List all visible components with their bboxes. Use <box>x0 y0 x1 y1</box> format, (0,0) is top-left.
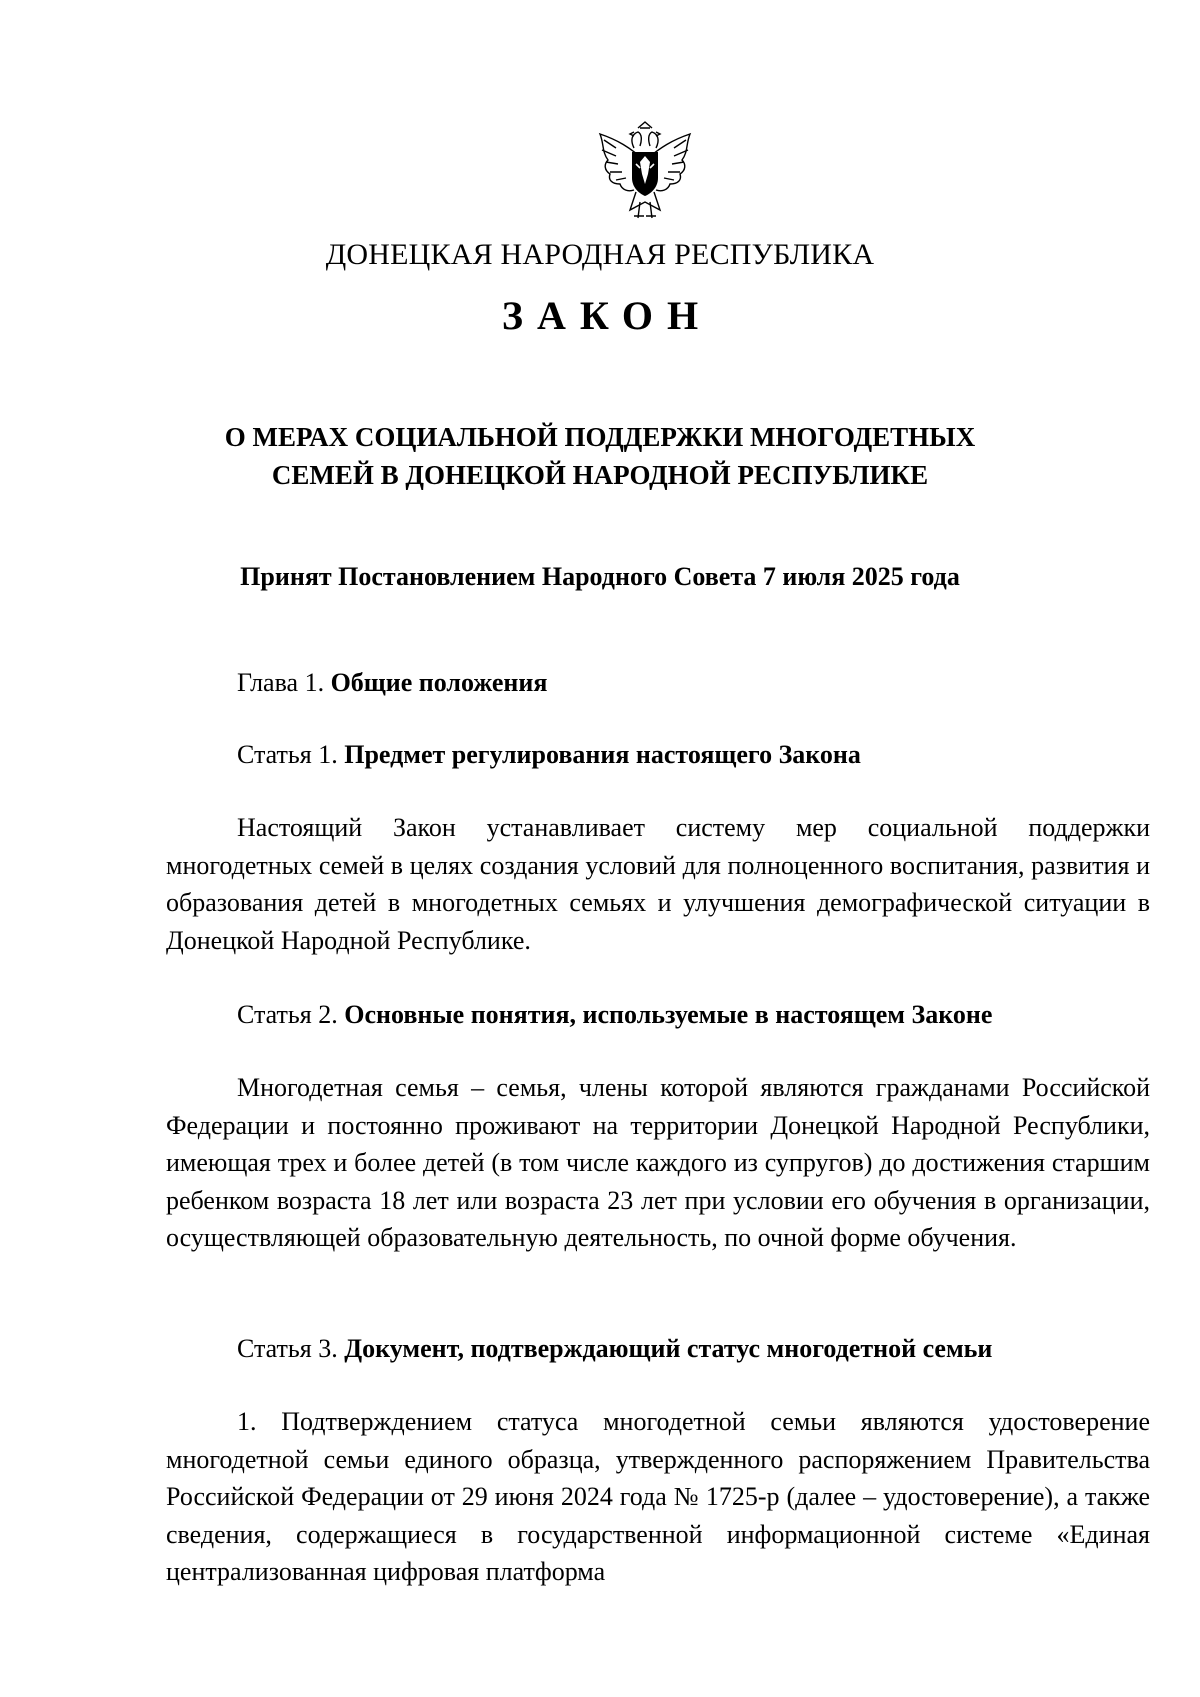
article-1-paragraph: Настоящий Закон устанавливает систему мер социальной поддержки многодетных семей в целях создания условий для полноценного воспитания, развития и образования детей в многодетных семьях и улучшения демографической ситуации в Донецкой Народной Республике. <box>166 813 1150 955</box>
article-2-paragraph: Многодетная семья – семья, члены которой являются гражданами Российской Федерации и постоянно проживают на территории Донецкой Народной Республики, имеющая трех и более детей (в том числе каждого из супругов) до достижения старшим ребенком возраста 18 лет или возраста 23 лет при условии его обучения в организации, осуществляющей образовательную деятельность, по очной форме обучения. <box>166 1073 1150 1252</box>
law-title-line-2: СЕМЕЙ В ДОНЕЦКОЙ НАРОДНОЙ РЕСПУБЛИКЕ <box>271 460 929 490</box>
article-2-prefix: Статья 2. <box>237 1000 338 1029</box>
law-title <box>0 418 1200 494</box>
article-1-body <box>166 809 1150 959</box>
chapter-1-prefix: Глава 1. <box>237 668 325 697</box>
article-3-name: Документ, подтверждающий статус многодетной семьи <box>344 1334 993 1363</box>
article-2-name: Основные понятия, используемые в настоящем Законе <box>344 1000 993 1029</box>
republic-name: ДОНЕЦКАЯ НАРОДНАЯ РЕСПУБЛИКА <box>325 238 875 271</box>
adoption-note: Принят Постановлением Народного Совета 7 июля 2025 года <box>240 562 960 591</box>
article-3-heading <box>237 1334 992 1364</box>
article-2-body <box>166 1069 1150 1257</box>
article-3-paragraph: 1. Подтверждением статуса многодетной семьи являются удостоверение многодетной семьи единого образца, утвержденного распоряжением Правительства Российской Федерации от 29 июня 2024 года № 1725-р (далее – удостоверение), а также сведения, содержащиеся в государственной информационной системе «Единая централизованная цифровая платформа <box>166 1407 1150 1586</box>
coat-of-arms-eagle-icon <box>590 118 700 224</box>
chapter-1-heading <box>237 668 547 698</box>
article-1-name: Предмет регулирования настоящего Закона <box>344 740 861 769</box>
article-3-prefix: Статья 3. <box>237 1334 338 1363</box>
article-3-body <box>166 1403 1150 1591</box>
document-type: ЗАКОН <box>501 293 713 338</box>
article-1-heading <box>237 740 861 770</box>
article-2-heading <box>237 1000 992 1030</box>
chapter-1-name: Общие положения <box>330 668 548 697</box>
article-1-prefix: Статья 1. <box>237 740 338 769</box>
law-title-line-1: О МЕРАХ СОЦИАЛЬНОЙ ПОДДЕРЖКИ МНОГОДЕТНЫХ <box>224 422 976 452</box>
